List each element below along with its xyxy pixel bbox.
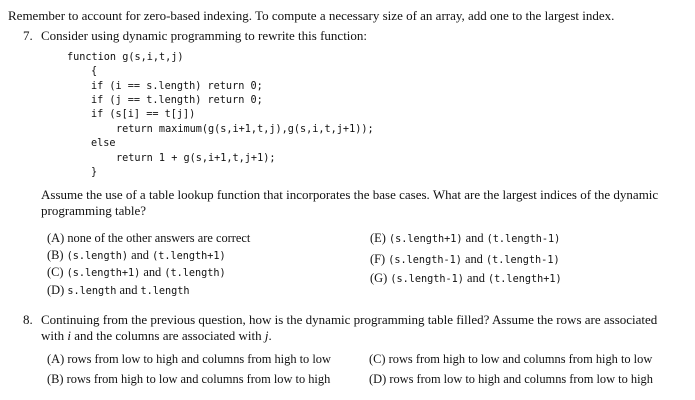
question-7-number: 7.: [23, 28, 33, 43]
q7-option-g[interactable]: [370, 271, 562, 286]
q8-line2-pre: with: [41, 328, 65, 343]
q7-option-b[interactable]: [47, 248, 226, 263]
q7-option-a[interactable]: [47, 231, 250, 246]
option-label: (D): [47, 283, 65, 297]
code-line: return maximum(g(s,i+1,t,j),g(s,i,t,j+1));: [116, 124, 374, 135]
option-t-expr: (t.length-1): [486, 234, 561, 245]
option-text: none of the other answers are correct: [67, 231, 251, 245]
q8-var-i: i: [67, 328, 71, 343]
option-and: and: [131, 248, 149, 262]
code-line: }: [91, 167, 98, 178]
option-label: (C): [369, 352, 386, 366]
question-8-number: 8.: [23, 312, 33, 327]
option-t-expr: (t.length+1): [488, 274, 562, 285]
q8-option-c[interactable]: [369, 352, 652, 367]
code-line: if (i == s.length) return 0;: [91, 81, 263, 92]
code-line: if (j == t.length) return 0;: [91, 95, 263, 106]
option-label: (A): [47, 231, 65, 245]
question-8-text-line2: [41, 328, 272, 344]
option-label: (F): [370, 252, 386, 266]
option-label: (B): [47, 248, 64, 262]
q7-option-c[interactable]: [47, 265, 226, 280]
q8-option-a[interactable]: [47, 352, 331, 367]
q8-line2-end: .: [268, 328, 272, 343]
option-label: (C): [47, 265, 64, 279]
option-s-expr: (s.length+1): [388, 234, 463, 245]
option-t-expr: (t.length-1): [485, 255, 560, 266]
option-t-expr: t.length: [140, 286, 190, 297]
code-line: {: [91, 66, 98, 77]
option-t-expr: (t.length+1): [152, 251, 226, 262]
option-label: (B): [47, 372, 64, 386]
option-s-expr: (s.length-1): [390, 274, 464, 285]
question-8-text-line1: Continuing from the previous question, how is the dynamic programming table filled? Assume the rows are associated: [41, 312, 658, 327]
option-text: rows from high to low and columns from high to low: [388, 352, 653, 366]
code-line: function g(s,i,t,j): [67, 52, 184, 63]
option-text: rows from low to high and columns from high to low: [67, 352, 331, 366]
option-s-expr: s.length: [67, 286, 117, 297]
intro-text: Remember to account for zero-based indexing. To compute a necessary size of an array, add one to the largest index.: [8, 8, 615, 23]
q8-var-j: j: [264, 328, 269, 343]
option-and: and: [143, 265, 162, 279]
question-7-prompt: Consider using dynamic programming to rewrite this function:: [41, 28, 368, 43]
option-text: rows from low to high and columns from low to high: [389, 372, 653, 386]
code-line: else: [91, 138, 116, 149]
option-label: (A): [47, 352, 65, 366]
option-label: (D): [369, 372, 387, 386]
option-s-expr: (s.length+1): [66, 268, 141, 279]
q7-option-d[interactable]: [47, 283, 190, 298]
question-7-text-line1: Assume the use of a table lookup function that incorporates the base cases. What are the largest indices of the dynamic: [41, 187, 659, 202]
q7-option-f[interactable]: [370, 252, 560, 267]
option-and: and: [464, 252, 483, 266]
option-and: and: [465, 231, 484, 245]
question-7-text-line2: programming table?: [41, 203, 147, 218]
q8-option-d[interactable]: [369, 372, 653, 387]
option-label: (E): [370, 231, 386, 245]
option-s-expr: (s.length): [66, 251, 128, 262]
option-and: and: [467, 271, 485, 285]
option-t-expr: (t.length): [164, 268, 226, 279]
option-s-expr: (s.length-1): [388, 255, 462, 266]
q8-option-b[interactable]: [47, 372, 330, 387]
option-label: (G): [370, 271, 388, 285]
q7-option-e[interactable]: [370, 231, 560, 246]
code-line: return 1 + g(s,i+1,t,j+1);: [116, 153, 276, 164]
q8-line2-mid: and the columns are associated with: [74, 328, 262, 343]
code-line: if (s[i] == t[j]): [91, 109, 196, 120]
option-and: and: [119, 283, 138, 297]
option-text: rows from high to low and columns from low to high: [66, 372, 331, 386]
